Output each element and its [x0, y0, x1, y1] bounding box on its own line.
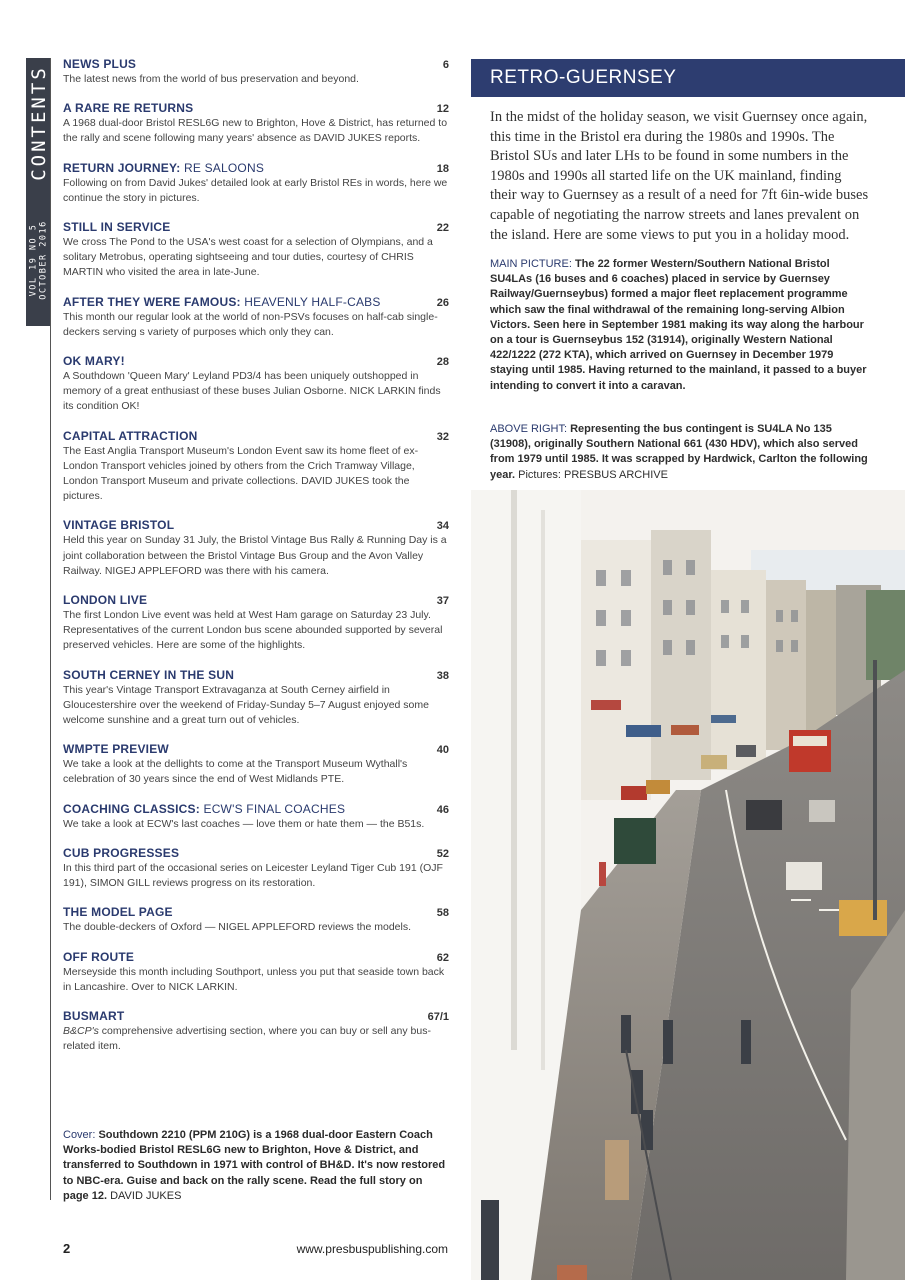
- toc-entry-header: [63, 101, 449, 115]
- toc-entry-description: [63, 310, 449, 340]
- toc-entry-description: [63, 683, 449, 729]
- toc-entry-title: [63, 668, 234, 682]
- contents-label-box: [26, 60, 51, 186]
- toc-entry[interactable]: [63, 518, 449, 579]
- toc-entry[interactable]: [63, 161, 449, 206]
- toc-entry-header: [63, 295, 449, 309]
- toc-entry[interactable]: [63, 429, 449, 505]
- toc-entry-title: [63, 161, 264, 175]
- toc-entry-page: 32: [436, 430, 449, 443]
- toc-entry-description: [63, 920, 449, 935]
- toc-entry[interactable]: [63, 950, 449, 995]
- toc-entry-page: 62: [436, 951, 449, 964]
- toc-entry-title-text: THE MODEL PAGE: [63, 905, 173, 920]
- toc-entry-description: [63, 72, 449, 87]
- toc-entry-description: [63, 235, 449, 281]
- toc-entry[interactable]: [63, 846, 449, 891]
- toc-entry-title: [63, 354, 125, 368]
- toc-entry-title-text: COACHING CLASSICS:: [63, 801, 200, 816]
- toc-entry-subtitle: ECW'S FINAL COACHES: [203, 801, 346, 816]
- toc-entry-header: [63, 57, 449, 71]
- toc-entry-header: [63, 802, 449, 816]
- toc-entry-description-text: In this third part of the occasional series on Leicester Leyland Tiger Cub 191 (OJF 191), SIMON GILL reviews progress on its restoration.: [63, 861, 443, 890]
- toc-entry-title-text: OFF ROUTE: [63, 949, 135, 964]
- toc-entry-description: [63, 176, 449, 206]
- toc-entry-title: [63, 429, 197, 443]
- toc-entry-title-text: A RARE RE RETURNS: [63, 101, 194, 116]
- toc-entry-title: [63, 905, 173, 919]
- toc-entry-title: [63, 593, 147, 607]
- toc-entry[interactable]: [63, 905, 449, 935]
- toc-entry-description-text: A Southdown 'Queen Mary' Leyland PD3/4 has been uniquely outshopped in memory of a great enthusiast of these buses Julian Osborne. NICK LARKIN finds its condition OK!: [63, 370, 441, 413]
- toc-entry-header: [63, 742, 449, 756]
- toc-entry-page: 38: [436, 669, 449, 682]
- toc-entry-description: [63, 1024, 449, 1054]
- toc-entry-title: [63, 742, 169, 756]
- toc-entry-title-text: OK MARY!: [63, 354, 125, 369]
- toc-entry-description-text: A 1968 dual-door Bristol RESL6G new to Brighton, Hove & District, has returned to the rally and scene following many years' absence as DAVID JUKES reports.: [63, 117, 448, 145]
- toc-entry-description-text: The East Anglia Transport Museum's London Event saw its home fleet of ex-London Transport vehicles joined by others from the Crich Tramway Village, London Transport Museum and private collections. DAVID JUKES took the pictures.: [63, 444, 419, 503]
- feature-title: RETRO-GUERNSEY: [490, 67, 677, 88]
- toc-entry-header: [63, 429, 449, 443]
- toc-entry[interactable]: [63, 593, 449, 654]
- cover-text: Southdown 2210 (PPM 210G) is a 1968 dual-door Eastern Coach Works-bodied Bristol RESL6G new to Brighton, Hove & District, and transferred to Southdown in 1971 with control of BH&D. It's now restored to NBC-era. Guise and back on the rally scene. Read the full story on page 12.: [63, 1129, 446, 1202]
- toc-entry-title-text: STILL IN SERVICE: [63, 220, 171, 235]
- toc-entry-description-text: The first London Live event was held at West Ham garage on Saturday 23 July. Representatives of the current London bus scene abounded supported by several preserved vehicles. Here are some of the highlights.: [63, 609, 443, 652]
- toc-entry-header: [63, 668, 449, 682]
- toc-entry-description: [63, 608, 449, 654]
- contents-divider: [50, 58, 51, 1200]
- feature-intro: In the midst of the holiday season, we visit Guernsey once again, this time in the Bristol era during the 1980s and 1990s. The Bristol SUs and later LHs to be found in some numbers in the 1980s and 1990s all started life on the UK mainland, finding their way to Guernsey as a result of a need for 7ft 6in-wide buses capable of negotiating the narrow streets and lanes prevalent on the island. Here are some views to put you in a holiday mood.: [490, 109, 869, 243]
- toc-entry-header: [63, 905, 449, 919]
- toc-entry-title-text: LONDON LIVE: [63, 593, 148, 608]
- issue-info: [29, 220, 49, 299]
- toc-entry-description-text: We cross The Pond to the USA's west coast for a selection of Olympians, and a solitary Metrobus, operating sightseeing and tour duties, courtesy of CHRIS MARTIN who visited the area in late-June.: [63, 236, 433, 279]
- toc-entry-header: [63, 846, 449, 860]
- above-caption-label: ABOVE RIGHT:: [490, 423, 571, 435]
- toc-entry-page: 34: [436, 520, 449, 533]
- toc-entry-description-text: This month our regular look at the world of non-PSVs focuses on half-cab single-deckers serving s variety of purposes which only they can.: [63, 310, 438, 338]
- toc-entry-title-text: CUB PROGRESSES: [63, 845, 180, 860]
- toc-entry-description: [63, 116, 449, 146]
- toc-entry-page: 52: [436, 847, 449, 860]
- toc-entry-title: [63, 220, 170, 234]
- toc-entry-title: [63, 950, 134, 964]
- toc-entry-title-text: VINTAGE BRISTOL: [63, 518, 175, 533]
- toc-entry[interactable]: [63, 1009, 449, 1054]
- issue-info-box: [26, 198, 51, 322]
- toc-entry-description: [63, 369, 449, 415]
- toc-entry-title: [63, 802, 345, 816]
- toc-entry-description-text: Held this year on Sunday 31 July, the Bristol Vintage Bus Rally & Running Day is a joint collaboration between the Bristol Vintage Bus Group and the Avon Valley Railway. NIGEJ APPLEFORD was there with his camera.: [63, 534, 447, 577]
- toc-entry-description-text: We take a look at the dellights to come at the Transport Museum Wythall's celebration of 30 years since the end of West Midlands PTE.: [63, 758, 408, 786]
- toc-entry-title-text: RETURN JOURNEY:: [63, 160, 181, 175]
- toc-entry-description-text: comprehensive advertising section, where you can buy or sell any bus-related item.: [63, 1024, 431, 1053]
- website-link[interactable]: www.presbuspublishing.com: [296, 1242, 448, 1256]
- toc-entry-title: [63, 846, 179, 860]
- toc-entry-subtitle: RE SALOONS: [184, 160, 265, 175]
- contents-label: CONTENTS: [27, 65, 50, 181]
- toc-entry-page: 12: [436, 103, 449, 116]
- main-picture-caption: [490, 257, 868, 394]
- toc-entry-header: [63, 220, 449, 234]
- above-caption-text: Representing the bus contingent is SU4LA No 135 (31908), originally Southern National 661 (430 HDV), which also served from 1979 until 1985. It was scrapped by Hardwick, Carlton the following year.: [490, 423, 868, 481]
- toc-entry-title-text: SOUTH CERNEY IN THE SUN: [63, 667, 235, 682]
- above-right-caption: [490, 422, 868, 483]
- toc-entry-description: [63, 965, 449, 995]
- toc-entry-page: 46: [436, 803, 449, 816]
- toc-entry-description: [63, 861, 449, 891]
- main-caption-text: The 22 former Western/Southern National Bristol SU4LAs (16 buses and 6 coaches) placed in service by Guernsey Railway/Guernseybus) formed a major fleet replacement programme which saw the final withdrawal of the remaining long-serving Albion Victors. Seen here in September 1981 making its way along the harbour on a tour is Guernseybus 152 (31914), originally Western National 422/1222 (272 KTA), which arrived on Guernsey in December 1979 staying until 1985. Having returned to the mainland, it passed to a buyer intending to convert it into a caravan.: [490, 258, 867, 392]
- toc-entry-page: 22: [436, 222, 449, 235]
- contents-tab: [26, 58, 51, 326]
- toc-entry[interactable]: [63, 295, 449, 340]
- toc-entry-description-text: The latest news from the world of bus preservation and beyond.: [63, 73, 359, 85]
- guernsey-harbour-photo: [471, 490, 905, 1280]
- toc-entry-page: 58: [436, 907, 449, 920]
- toc-entry[interactable]: [63, 354, 449, 415]
- toc-entry-title: [63, 1009, 124, 1023]
- cover-label: Cover:: [63, 1129, 99, 1141]
- toc-entry-description: [63, 757, 449, 787]
- toc-entry-description-text: Following on from David Jukes' detailed look at early Bristol REs in words, here we continue the story in pictures.: [63, 176, 448, 204]
- toc-entry-description-text: This year's Vintage Transport Extravaganza at South Cerney airfield in Gloucestershire over the weekend of Friday-Sunday 5–7 August enjoyed some welcome sunshine and a great turn out of vehicles.: [63, 683, 429, 727]
- cover-caption: [63, 1128, 449, 1204]
- toc-entry[interactable]: [63, 668, 449, 729]
- toc-entry-title: [63, 295, 381, 309]
- toc-entry[interactable]: [63, 101, 449, 146]
- toc-entry-page: 6: [442, 59, 449, 71]
- toc-entry-page: 40: [436, 744, 449, 757]
- toc-entry-description-emphasis: B&CP's: [63, 1024, 99, 1037]
- page-number: 2: [63, 1241, 71, 1256]
- toc-entry-header: [63, 161, 449, 175]
- toc-entry[interactable]: [63, 220, 449, 281]
- toc-entry-description: [63, 444, 449, 505]
- toc-entry[interactable]: [63, 57, 449, 87]
- toc-entry-title-text: CAPITAL ATTRACTION: [63, 428, 198, 443]
- toc-entry-title-text: NEWS PLUS: [63, 57, 137, 71]
- toc-entry-description-text: The double-deckers of Oxford — NIGEL APPLEFORD reviews the models.: [63, 921, 412, 934]
- toc-entry-subtitle: HEAVENLY HALF-CABS: [244, 294, 381, 309]
- toc-entry-page: 67/1: [427, 1010, 449, 1023]
- issue-date: OCTOBER 2016: [38, 220, 49, 300]
- toc-entry-description-text: Merseyside this month including Southport, unless you put that seaside town back in Lancashire. Over to NICK LARKIN.: [63, 965, 445, 993]
- toc-entry-title: [63, 518, 174, 532]
- main-caption-label: MAIN PICTURE:: [490, 258, 575, 270]
- volume-label: VOL 19 NO 5: [28, 223, 39, 297]
- toc-entry-title-text: WMPTE PREVIEW: [63, 742, 169, 757]
- toc-entry-description: [63, 817, 449, 832]
- toc-entry-title: [63, 101, 193, 115]
- toc-entry-description: [63, 533, 449, 579]
- toc-entry-title: [63, 57, 136, 71]
- toc-entry-title-text: AFTER THEY WERE FAMOUS:: [63, 294, 241, 309]
- toc-entry-header: [63, 950, 449, 964]
- cover-credit: DAVID JUKES: [107, 1189, 182, 1202]
- toc-entry-header: [63, 518, 449, 532]
- toc-entry-header: [63, 354, 449, 368]
- toc-entry-page: 26: [436, 296, 449, 309]
- feature-title-bar: [471, 59, 905, 97]
- toc-entry-page: 28: [436, 356, 449, 369]
- toc-entry-header: [63, 1009, 449, 1023]
- toc-entry-page: 18: [436, 162, 449, 175]
- toc-entry-description-text: We take a look at ECW's last coaches — love them or hate them — the B51s.: [63, 817, 425, 830]
- toc-entry-header: [63, 593, 449, 607]
- toc-entry[interactable]: [63, 802, 449, 832]
- table-of-contents: [63, 57, 449, 1068]
- toc-entry-page: 37: [436, 595, 449, 608]
- toc-entry-title-text: BUSMART: [63, 1008, 125, 1023]
- pictures-credit: Pictures: PRESBUS ARCHIVE: [515, 468, 668, 481]
- toc-entry[interactable]: [63, 742, 449, 787]
